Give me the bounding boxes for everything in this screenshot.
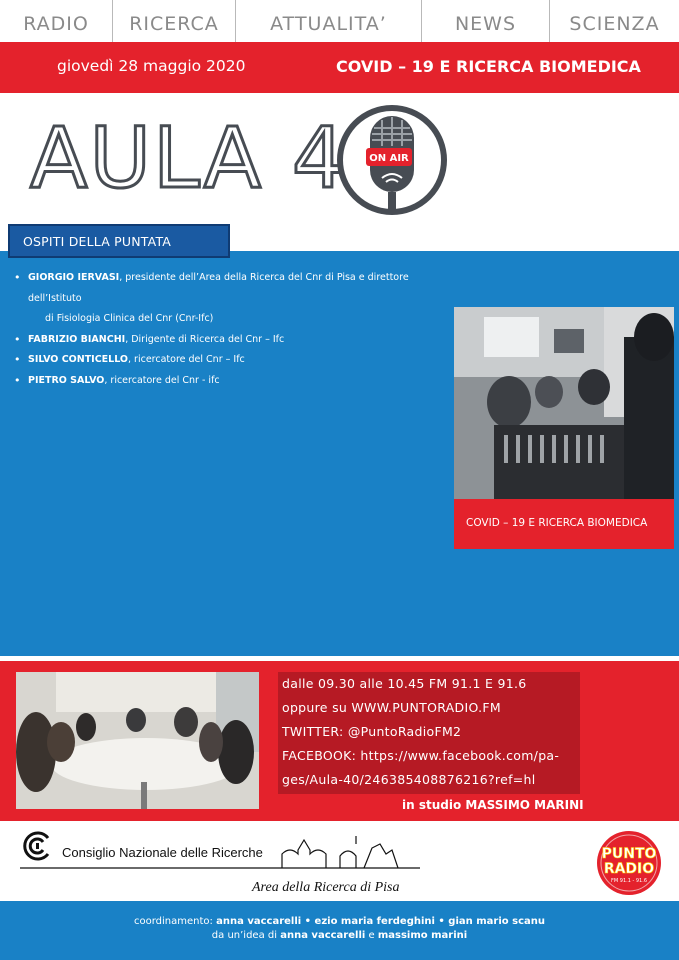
guest-list: [14, 268, 454, 391]
punto-radio-line1: PUNTO: [601, 846, 657, 862]
top-nav: [0, 0, 679, 42]
coordination-names: anna vaccarelli • ezio maria ferdeghini • gian mario scanu: [216, 916, 545, 927]
guest-item: [14, 371, 454, 392]
on-air-badge: ON AIR: [369, 153, 409, 164]
guests-heading: OSPITI DELLA PUNTATA: [23, 234, 172, 249]
guest-item: [14, 268, 454, 330]
website-link[interactable]: oppure su WWW.PUNTORADIO.FM: [282, 700, 501, 715]
meeting-photo: [16, 672, 259, 809]
nav-item-radio[interactable]: RADIO: [23, 13, 89, 35]
idea-name: anna vaccarelli: [280, 930, 366, 941]
cnr-name: Consiglio Nazionale delle Ricerche: [62, 845, 263, 860]
guest-name: FABRIZIO BIANCHI: [28, 333, 126, 345]
photo-caption-box: [454, 499, 674, 549]
cnr-logo-icon: [22, 830, 54, 862]
nav-item-news[interactable]: NEWS: [454, 13, 517, 35]
episode-topic: COVID – 19 E RICERCA BIOMEDICA: [336, 57, 641, 76]
nav-item-scienza[interactable]: SCIENZA: [569, 13, 660, 35]
guest-role: , ricercatore del Cnr - ifc: [104, 374, 220, 386]
idea-label: da un’idea di: [211, 930, 278, 941]
aula40-logo-text: AULA 4: [30, 109, 348, 207]
guest-role-continued: di Fisiologia Clinica del Cnr (Cnr-Ifc): [45, 313, 214, 324]
footer-coordination: [0, 916, 679, 927]
idea-and: e: [368, 930, 375, 941]
punto-radio-freq: FM 91.1 - 91.6: [610, 878, 648, 884]
guest-name: PIETRO SALVO: [28, 374, 105, 386]
nav-item-ricerca[interactable]: RICERCA: [129, 13, 219, 35]
punto-radio-line2: RADIO: [603, 861, 655, 877]
broadcast-time: dalle 09.30 alle 10.45 FM 91.1 E 91.6: [282, 676, 527, 691]
twitter-handle[interactable]: TWITTER: @PuntoRadioFM2: [282, 724, 462, 739]
facebook-link[interactable]: FACEBOOK: https://www.facebook.com/pa-: [282, 748, 560, 763]
photo-caption: COVID – 19 E RICERCA BIOMEDICA: [466, 517, 648, 529]
radio-studio-photo: [454, 307, 674, 499]
guest-role: , ricercatore del Cnr – Ifc: [128, 354, 245, 365]
guest-name: SILVO CONTICELLO: [28, 354, 129, 365]
guest-role: , Dirigente di Ricerca del Cnr – Ifc: [125, 333, 285, 345]
microphone-icon: [336, 102, 454, 222]
facebook-link-continued[interactable]: ges/Aula-40/246385408876216?ref=hl: [282, 772, 536, 787]
punto-radio-logo: [596, 830, 662, 896]
nav-item-attualita[interactable]: ATTUALITA’: [270, 13, 387, 35]
cnr-area-name: Area della Ricerca di Pisa: [252, 880, 400, 895]
guest-role: , presidente dell’Area della Ricerca del Cnr di Pisa e direttore dell’Istituto: [28, 272, 409, 304]
studio-host: in studio MASSIMO MARINI: [402, 798, 584, 812]
guests-heading-box: [8, 224, 230, 258]
footer-idea: [0, 930, 679, 941]
guest-name: GIORGIO IERVASI: [28, 272, 120, 283]
coordination-label: coordinamento:: [134, 916, 213, 927]
episode-date: giovedì 28 maggio 2020: [57, 57, 246, 75]
guest-item: [14, 330, 454, 351]
guest-item: [14, 350, 454, 371]
idea-name: massimo marini: [377, 930, 468, 941]
